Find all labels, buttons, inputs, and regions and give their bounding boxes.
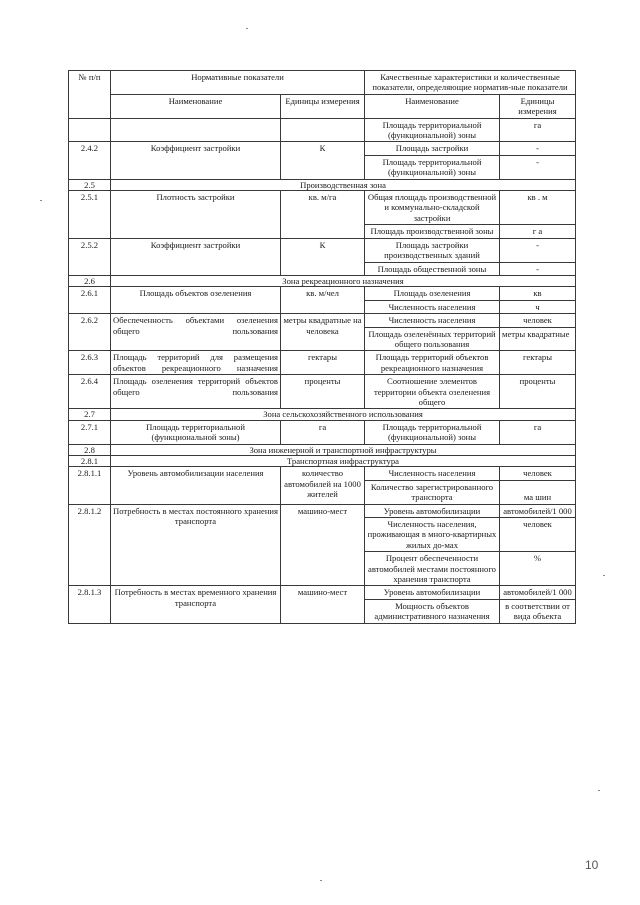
table-row	[69, 314, 576, 327]
section-title: Транспортная инфраструктура	[111, 456, 576, 467]
section-num: 2.7	[69, 409, 111, 420]
table-row	[69, 467, 576, 480]
cell-unit: автомобилей/1 000	[500, 504, 576, 517]
row-num: 2.8.1.2	[69, 504, 111, 586]
cell-unit: г а	[500, 225, 576, 238]
indicator-name: Плотность застройки	[111, 191, 281, 239]
cell-characteristic: Площадь территорий объектов рекреационного назначения	[365, 351, 500, 375]
indicator-unit: га	[281, 420, 365, 444]
indicator-unit: К	[281, 142, 365, 179]
indicator-name: Коэффициент застройки	[111, 238, 281, 275]
indicator-name: Потребность в местах постоянного хранения транспорта	[111, 504, 281, 586]
section-row	[69, 444, 576, 455]
cell-characteristic: Уровень автомобилизации	[365, 504, 500, 517]
section-num: 2.8	[69, 444, 111, 455]
indicator-unit: кв. м/га	[281, 191, 365, 239]
row-num: 2.7.1	[69, 420, 111, 444]
section-row	[69, 456, 576, 467]
cell-unit: человек	[500, 467, 576, 480]
table-row	[69, 118, 576, 142]
row-num: 2.4.2	[69, 142, 111, 179]
cell-characteristic: Площадь общественной зоны	[365, 262, 500, 275]
cell-unit: человек	[500, 518, 576, 552]
indicator-unit: проценты	[281, 375, 365, 409]
header-units-2: Единицы измерения	[500, 94, 576, 118]
section-title: Производственная зона	[111, 179, 576, 190]
cell-unit: %	[500, 552, 576, 586]
section-title: Зона инженерной и транспортной инфраструктуры	[111, 444, 576, 455]
cell-characteristic: Уровень автомобилизации	[365, 586, 500, 599]
cell-unit: гектары	[500, 351, 576, 375]
cell-characteristic: Площадь территориальной (функциональной) зоны	[365, 155, 500, 179]
cell-characteristic: Общая площадь производственной и коммунально-складской застройки	[365, 191, 500, 225]
cell-unit: человек	[500, 314, 576, 327]
cell-unit: -	[500, 238, 576, 262]
header-name-2: Наименование	[365, 94, 500, 118]
indicator-name: Площадь территорий для размещения объектов рекреационного назначения	[111, 351, 281, 375]
row-num: 2.8.1.1	[69, 467, 111, 504]
indicator-name: Коэффициент застройки	[111, 142, 281, 179]
cell-characteristic: Количество зарегистрированного транспорта	[365, 480, 500, 504]
cell-unit: -	[500, 262, 576, 275]
scan-speck	[40, 200, 42, 201]
header-name: Наименование	[111, 94, 281, 118]
header-characteristics: Качественные характеристики и количественные показатели, определяющие норматив-ные показатели	[365, 71, 576, 95]
cell-characteristic: Площадь производственной зоны	[365, 225, 500, 238]
table-row	[69, 375, 576, 409]
scan-speck	[598, 790, 600, 791]
table-row	[69, 586, 576, 599]
indicator-name: Уровень автомобилизации населения	[111, 467, 281, 504]
section-num: 2.6	[69, 275, 111, 286]
scan-speck	[320, 880, 322, 881]
table-row	[69, 351, 576, 375]
indicator-unit: К	[281, 238, 365, 275]
section-row	[69, 275, 576, 286]
section-num: 2.8.1	[69, 456, 111, 467]
page-number: 10	[585, 858, 599, 872]
table-row	[69, 142, 576, 155]
indicator-unit: машино-мест	[281, 504, 365, 586]
cell-unit: автомобилей/1 000	[500, 586, 576, 599]
table-row	[69, 420, 576, 444]
cell-unit: метры квадратные	[500, 327, 576, 351]
row-num: 2.5.1	[69, 191, 111, 239]
cell-characteristic: Площадь озеленённых территорий общего пользования	[365, 327, 500, 351]
row-num: 2.5.2	[69, 238, 111, 275]
cell-unit: ч	[500, 300, 576, 313]
table-row	[69, 287, 576, 300]
row-num: 2.6.1	[69, 287, 111, 314]
cell-characteristic: Мощность объектов административного назначения	[365, 599, 500, 623]
cell-unit: га	[500, 118, 576, 142]
row-num: 2.6.2	[69, 314, 111, 351]
cell-characteristic: Процент обеспеченности автомобилей местами постоянного хранения транспорта	[365, 552, 500, 586]
cell-unit: -	[500, 155, 576, 179]
section-num: 2.5	[69, 179, 111, 190]
cell-characteristic: Соотношение элементов территории объекта озеленения общего	[365, 375, 500, 409]
cell-characteristic: Площадь озеленения	[365, 287, 500, 300]
cell-characteristic: Численность населения	[365, 300, 500, 313]
cell-unit: проценты	[500, 375, 576, 409]
indicator-name: Площадь озеленения территорий объектов общего пользования	[111, 375, 281, 409]
cell-unit: кв	[500, 287, 576, 300]
indicator-unit: машино-мест	[281, 586, 365, 623]
row-num: 2.6.4	[69, 375, 111, 409]
cell-characteristic: Численность населения	[365, 467, 500, 480]
cell-characteristic: Площадь застройки производственных зданий	[365, 238, 500, 262]
indicator-name: Обеспеченность объектами озеленения общего пользования	[111, 314, 281, 351]
cell-characteristic: Численность населения	[365, 314, 500, 327]
header-units: Единицы измерения	[281, 94, 365, 118]
indicator-unit: метры квадратные на человека	[281, 314, 365, 351]
indicator-unit: количество автомобилей на 1000 жителей	[281, 467, 365, 504]
scan-speck	[603, 575, 605, 576]
cell-characteristic: Площадь застройки	[365, 142, 500, 155]
indicator-name: Потребность в местах временного хранения транспорта	[111, 586, 281, 623]
indicator-unit: кв. м/чел	[281, 287, 365, 314]
scan-speck	[246, 28, 248, 29]
header-normative: Нормативные показатели	[111, 71, 365, 95]
table-row	[69, 504, 576, 517]
indicator-unit: гектары	[281, 351, 365, 375]
indicator-name: Площадь объектов озеленения	[111, 287, 281, 314]
indicator-name: Площадь территориальной (функциональной зоны)	[111, 420, 281, 444]
row-num: 2.6.3	[69, 351, 111, 375]
section-title: Зона сельскохозяйственного использования	[111, 409, 576, 420]
normative-indicators-table	[68, 70, 576, 624]
cell-unit: ма шин	[500, 480, 576, 504]
section-row	[69, 409, 576, 420]
cell-unit: га	[500, 420, 576, 444]
cell-unit: кв . м	[500, 191, 576, 225]
table-row	[69, 238, 576, 262]
cell-characteristic: Численность населения, проживающая в много-квартирных жилых до-мах	[365, 518, 500, 552]
table-row	[69, 191, 576, 225]
cell-characteristic: Площадь территориальной (функциональной) зоны	[365, 420, 500, 444]
row-num: 2.8.1.3	[69, 586, 111, 623]
cell-unit: -	[500, 142, 576, 155]
cell-characteristic: Площадь территориальной (функциональной) зоны	[365, 118, 500, 142]
cell-unit: в соответствии от вида объекта	[500, 599, 576, 623]
section-row	[69, 179, 576, 190]
header-num: № п/п	[69, 71, 111, 119]
section-title: Зона рекреационного назначения	[111, 275, 576, 286]
